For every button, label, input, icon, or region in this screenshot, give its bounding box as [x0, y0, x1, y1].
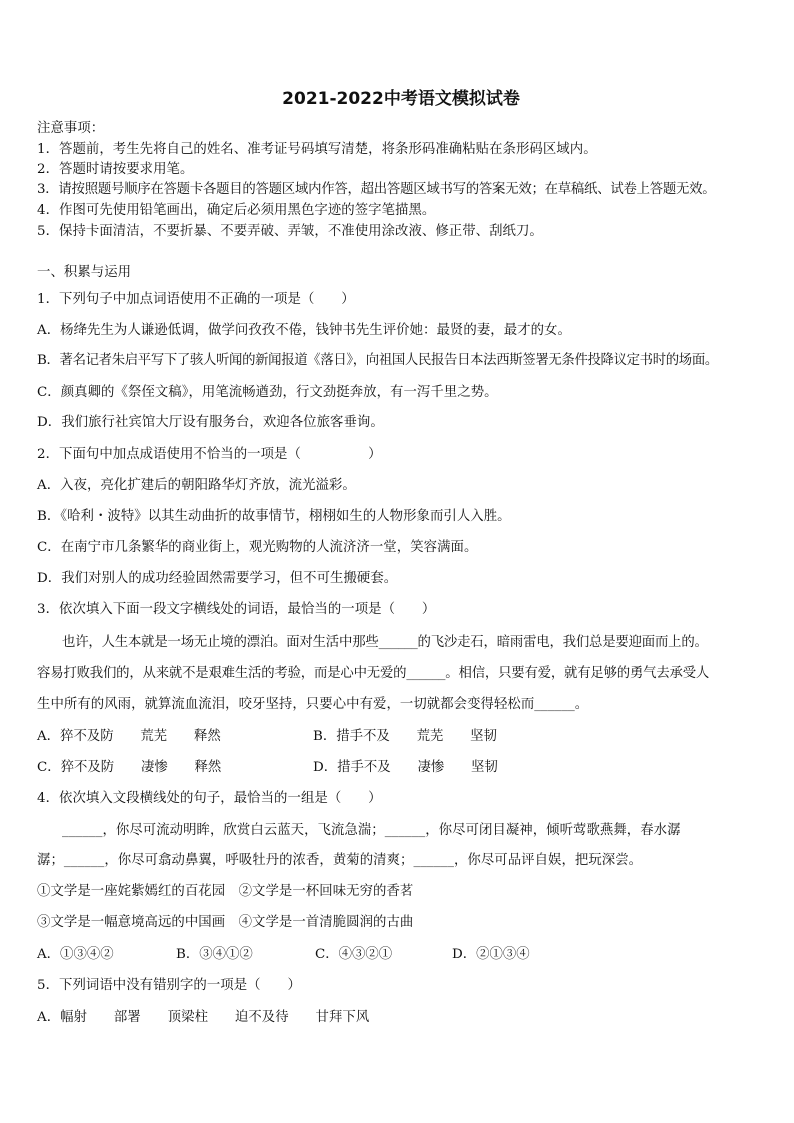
q5-option-a: A．幅射 部署 顶梁柱 迫不及待 甘拜下风: [37, 1010, 370, 1025]
notice-item-5: 5．保持卡面清洁，不要折暴、不要弄破、弄皱，不准使用涂改液、修正带、刮纸刀。: [37, 224, 543, 239]
q3-stem: 3．依次填入下面一段文字横线处的词语，最恰当的一项是（ ）: [37, 602, 436, 617]
q4-option-c: C．④③②①: [315, 947, 393, 962]
notice-item-3: 3．请按照题号顺序在答题卡各题目的答题区域内作答，超出答题区域书写的答案无效；在草稿纸、试卷上答题无效。: [37, 182, 716, 197]
q4-passage-line-2: 潺；______，你尽可翕动鼻翼，呼吸牡丹的浓香，黄菊的清爽；______，你尽可品评自娱，把玩深尝。: [37, 853, 643, 868]
q2-option-a: A．入夜，亮化扩建后的朝阳路华灯齐放，流光溢彩。: [37, 478, 356, 493]
q4-stem: 4．依次填入文段横线处的句子，最恰当的一组是（ ）: [37, 791, 382, 806]
q1-option-a: A．杨绛先生为人谦逊低调，做学问孜孜不倦，钱钟书先生评价她：最贤的妻，最才的女。: [37, 323, 571, 338]
q4-choices-line-1: ①文学是一座姹紫嫣红的百花园 ②文学是一杯回味无穷的香茗: [37, 884, 414, 899]
notice-item-4: 4．作图可先使用铅笔画出，确定后必须用黑色字迹的签字笔描黑。: [37, 203, 436, 218]
notice-heading: 注意事项：: [37, 121, 105, 136]
section-heading: 一、积累与运用: [37, 265, 132, 280]
q4-choices-line-2: ③文学是一幅意境高远的中国画 ④文学是一首清脆圆润的古曲: [37, 915, 414, 930]
q2-stem: 2．下面句中加点成语使用不恰当的一项是（ ）: [37, 447, 382, 462]
q2-option-b: B．《哈利・波特》以其生动曲折的故事情节，栩栩如生的人物形象而引人入胜。: [37, 509, 511, 524]
q1-option-d: D．我们旅行社宾馆大厅设有服务台，欢迎各位旅客垂询。: [37, 415, 384, 430]
q3-passage-line-1: 也许，人生本就是一场无止境的漂泊。面对生活中那些______的飞沙走石，暗雨雷电，我们总是要迎面而上的。: [62, 635, 708, 650]
notice-item-2: 2．答题时请按要求用笔。: [37, 162, 194, 177]
q2-option-c: C．在南宁市几条繁华的商业街上，观光购物的人流济济一堂，笑容满面。: [37, 540, 478, 555]
q3-passage-line-2: 容易打败我们的，从来就不是艰难生活的考验，而是心中无爱的______。相信，只要有爱，就有足够的勇气去承受人: [37, 666, 710, 681]
notice-item-1: 1．答题前，考生先将自己的姓名、准考证号码填写清楚，将条形码准确粘贴在条形码区域内。: [37, 142, 597, 157]
q4-option-d: D．②①③④: [452, 947, 530, 962]
q4-passage-line-1: ______，你尽可流动明眸，欣赏白云蓝天，飞流急湍；______，你尽可闭目凝神，倾听莺歌燕舞，春水潺: [62, 823, 681, 838]
q4-option-b: B．③④①②: [176, 947, 253, 962]
q2-option-d: D．我们对别人的成功经验固然需要学习，但不可生搬硬套。: [37, 571, 398, 586]
q5-stem: 5．下列词语中没有错别字的一项是（ ）: [37, 978, 301, 993]
q3-option-b: B．措手不及 荒芜 坚韧: [313, 729, 497, 744]
q1-option-c: C．颜真卿的《祭侄文稿》，用笔流畅遒劲，行文劲挺奔放，有一泻千里之势。: [37, 385, 498, 400]
q3-passage-line-3: 生中所有的风雨，就算流血流泪，咬牙坚持，只要心中有爱，一切就都会变得轻松而______。: [37, 697, 589, 712]
page-title: 2021-2022中考语文模拟试卷: [282, 89, 520, 109]
q1-stem: 1．下列句子中加点词语使用不正确的一项是（ ）: [37, 292, 355, 307]
q3-option-d: D．措手不及 凄惨 坚韧: [313, 760, 498, 775]
q4-option-a: A．①③④②: [37, 947, 114, 962]
q3-option-c: C．猝不及防 凄惨 释然: [37, 760, 222, 775]
q1-option-b: B．著名记者朱启平写下了骇人听闻的新闻报道《落日》，向祖国人民报告日本法西斯签署无条件投降议定书时的场面。: [37, 353, 718, 368]
q3-option-a: A．猝不及防 荒芜 释然: [37, 729, 221, 744]
